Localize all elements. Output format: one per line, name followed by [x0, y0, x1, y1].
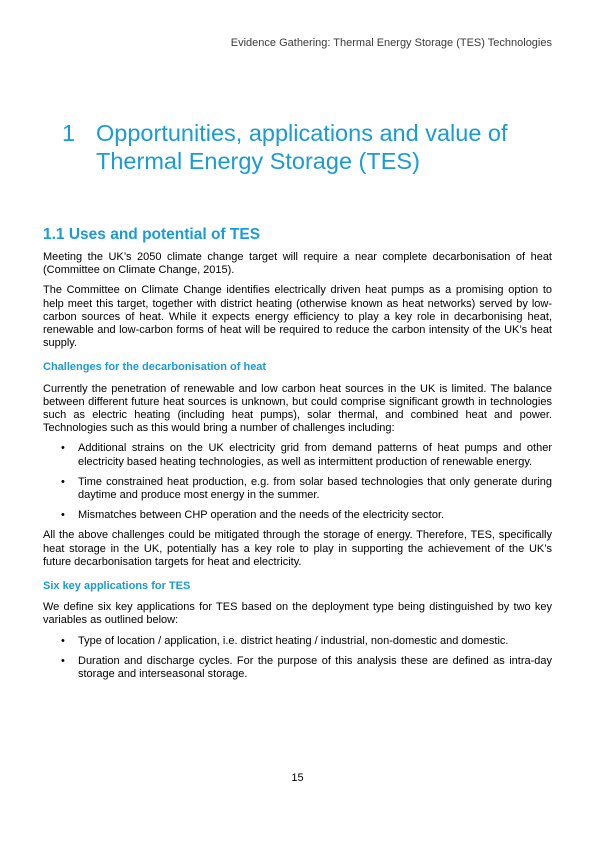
applications-list [43, 635, 552, 682]
list-item-text: Mismatches between CHP operation and the needs of the electricity sector. [78, 509, 445, 522]
challenges-paragraph: Currently the penetration of renewable and low carbon heat sources in the UK is limited. The balance between different future heat sources is unknown, but could comprise significant growth in technologies such as electric heating (including heat pumps), solar thermal, and combined heat and power. Technologies such as this would bring a number of challenges including: [43, 382, 552, 435]
list-item [43, 655, 552, 681]
bullet-icon: • [61, 442, 65, 455]
list-item [43, 635, 552, 648]
page-content [43, 225, 552, 688]
intro-paragraph-2: The Committee on Climate Change identifies electrically driven heat pumps as a promising option to help meet this target, together with district heating (otherwise known as heat networks) served by low-carbon sources of heat. While it expects energy efficiency to play a key role in decarbonising heat, renewable and low-carbon forms of heat will be required to reduce the carbon intensity of the UK’s heat supply. [43, 284, 552, 350]
chapter-title: Opportunities, applications and value of Thermal Energy Storage (TES) [96, 120, 508, 174]
challenges-closing-paragraph: All the above challenges could be mitigated through the storage of energy. Therefore, TES, specifically heat storage in the UK, potentially has a key role to play in supporting the achievement of the UK’s future decarbonisation targets for heat and electricity. [43, 529, 552, 568]
list-item-text: Duration and discharge cycles. For the purpose of this analysis these are defined as intra-day storage and interseasonal storage. [78, 654, 552, 681]
list-item [43, 476, 552, 502]
list-item [43, 509, 552, 522]
applications-heading: Six key applications for TES [43, 580, 191, 593]
list-item-text: Type of location / application, i.e. district heating / industrial, non-domestic and domestic. [78, 634, 509, 647]
chapter-heading [62, 119, 562, 175]
page-number: 15 [291, 772, 304, 784]
applications-paragraph: We define six key applications for TES based on the deployment type being distinguished by two key variables as outlined below: [43, 601, 552, 627]
list-item [43, 442, 552, 468]
list-item-text: Time constrained heat production, e.g. from solar based technologies that only generate during daytime and produce most energy in the summer. [78, 475, 552, 502]
challenges-heading: Challenges for the decarbonisation of heat [43, 361, 267, 374]
bullet-icon: • [61, 509, 65, 522]
running-header: Evidence Gathering: Thermal Energy Storage (TES) Technologies [230, 37, 552, 49]
bullet-icon: • [61, 475, 65, 488]
bullet-icon: • [61, 654, 65, 667]
bullet-icon: • [61, 634, 65, 647]
section-title: 1.1 Uses and potential of TES [43, 226, 261, 243]
intro-paragraph-1: Meeting the UK’s 2050 climate change target will require a near complete decarbonisation of heat (Committee on Climate Change, 2015). [43, 251, 552, 277]
list-item-text: Additional strains on the UK electricity grid from demand patterns of heat pumps and other electricity based heating technologies, as well as intermittent production of renewable energy. [78, 442, 552, 468]
challenges-list [43, 442, 552, 522]
chapter-number: 1 [62, 120, 76, 146]
